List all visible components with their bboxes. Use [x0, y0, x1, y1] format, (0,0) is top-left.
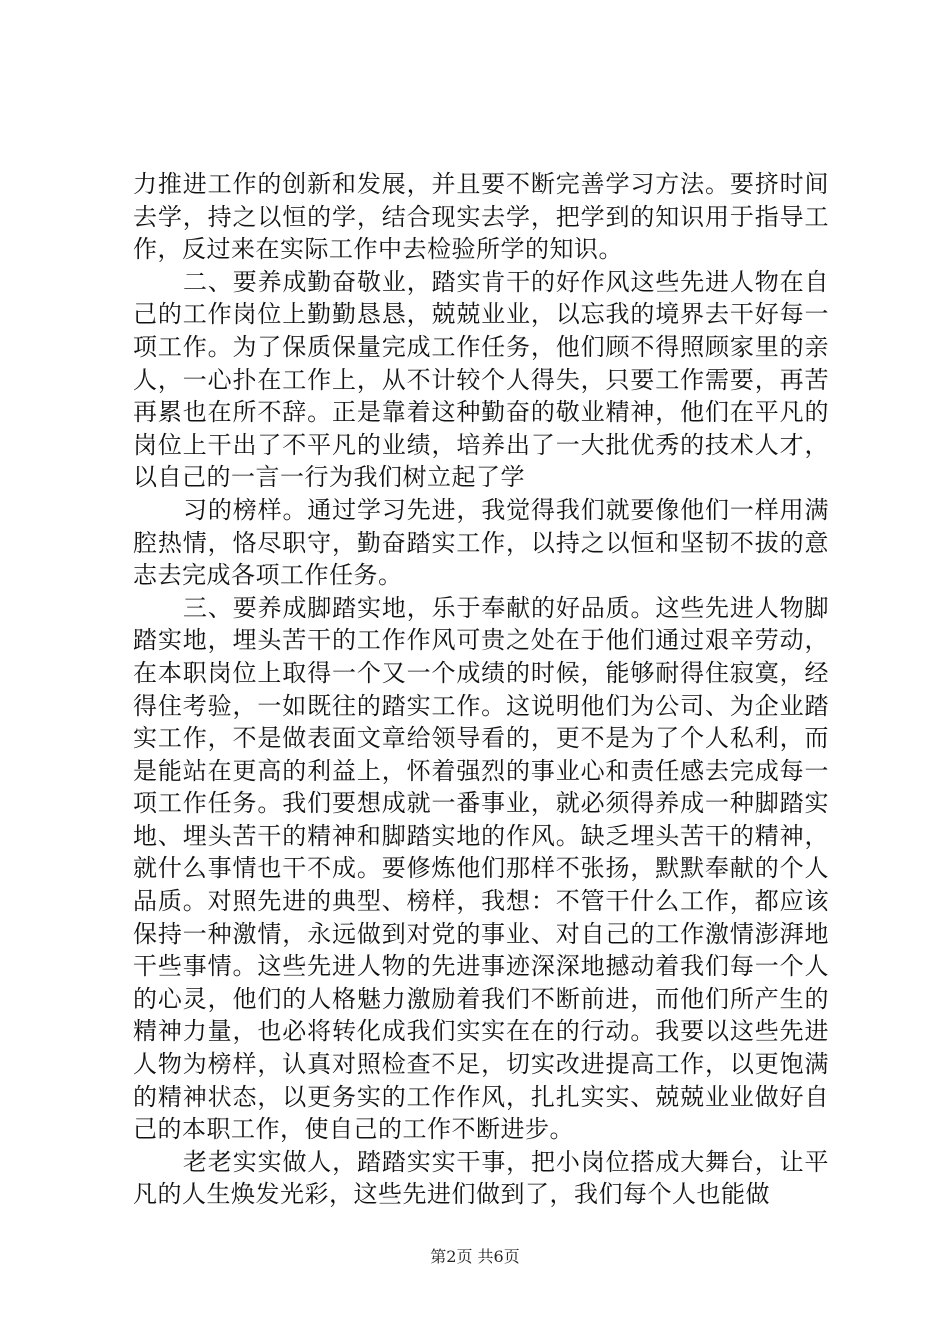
paragraph-3: 习的榜样。通过学习先进，我觉得我们就要像他们一样用满腔热情，恪尽职守，勤奋踏实工作，以持之以恒和坚韧不拔的意志去完成各项工作任务。 [133, 495, 829, 590]
page-number-footer: 第2页 共6页 [430, 1247, 520, 1266]
document-body [133, 168, 829, 1211]
paragraph-2: 二、要养成勤奋敬业，踏实肯干的好作风这些先进人物在自己的工作岗位上勤勤恳恳，兢兢业业，以忘我的境界去干好每一项工作。为了保质保量完成工作任务，他们顾不得照顾家里的亲人，一心扑在工作上，从不计较个人得失，只要工作需要，再苦再累也在所不辞。正是靠着这种勤奋的敬业精神，他们在平凡的岗位上干出了不平凡的业绩，培养出了一大批优秀的技术人才，以自己的一言一行为我们树立起了学 [133, 267, 829, 492]
paragraph-1: 力推进工作的创新和发展，并且要不断完善学习方法。要挤时间去学，持之以恒的学，结合现实去学，把学到的知识用于指导工作，反过来在实际工作中去检验所学的知识。 [133, 170, 829, 264]
paragraph-5: 老老实实做人，踏踏实实干事，把小岗位搭成大舞台，让平凡的人生焕发光彩，这些先进们做到了，我们每个人也能做 [133, 1147, 829, 1209]
paragraph-4: 三、要养成脚踏实地，乐于奉献的好品质。这些先进人物脚踏实地，埋头苦干的工作作风可贵之处在于他们通过艰辛劳动，在本职岗位上取得一个又一个成绩的时候，能够耐得住寂寞，经得住考验，一如既往的踏实工作。这说明他们为公司、为企业踏实工作，不是做表面文章给领导看的，更不是为了个人私利，而是能站在更高的利益上，怀着强烈的事业心和责任感去完成每一项工作任务。我们要想成就一番事业，就必须得养成一种脚踏实地、埋头苦干的精神和脚踏实地的作风。缺乏埋头苦干的精神，就什么事情也干不成。要修炼他们那样不张扬，默默奉献的个人品质。对照先进的典型、榜样，我想：不管干什么工作，都应该保持一种激情，永远做到对党的事业、对自己的工作激情澎湃地干些事情。这些先进人物的先进事迹深深地撼动着我们每一个人的心灵，他们的人格魅力激励着我们不断前进，而他们所产生的精神力量，也必将转化成我们实实在在的行动。我要以这些先进人物为榜样，认真对照检查不足，切实改进提高工作，以更饱满的精神状态，以更务实的工作作风，扎扎实实、兢兢业业做好自己的本职工作，使自己的工作不断进步。 [133, 593, 829, 1144]
